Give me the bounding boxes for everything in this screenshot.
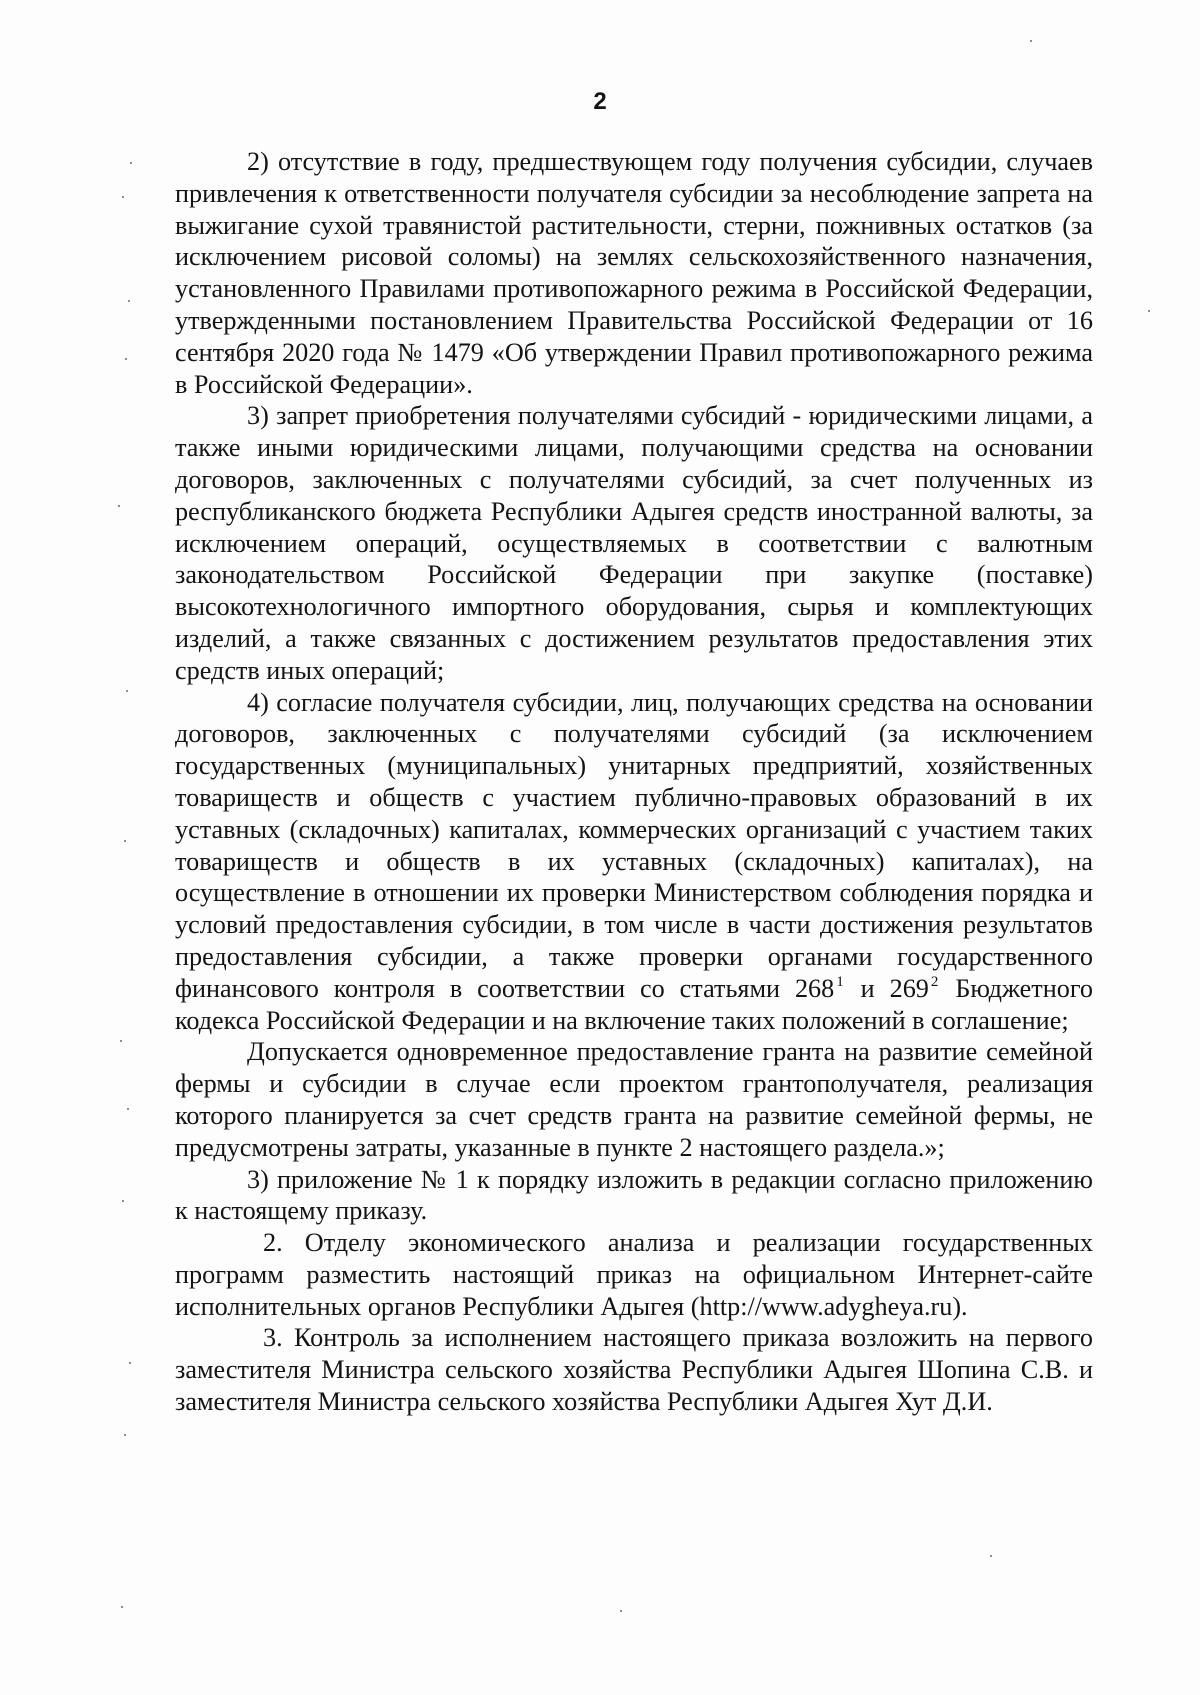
scan-speck (126, 690, 128, 692)
scan-speck (1148, 310, 1150, 312)
superscript: 1 (836, 973, 844, 990)
scan-speck (128, 300, 130, 302)
paragraph-text: 4) согласие получателя субсидии, лиц, получающих средства на основании договоров, заключенных с получателями субсидий (за исключением государственных (муниципальных) унитарных предприятий, хозяйственных товариществ и обществ с участием публично-правовых образований в их уставных (складочных) капиталах, коммерческих организаций с участием таких товариществ и обществ в их уставных (складочных) капиталах), на осуществление в отношении их проверки Министерством соблюдения порядка и условий предоставления субсидии, в том числе в части достижения результатов предоставления субсидии, а также проверки органами государственного финансового контроля в соответствии со статьями 268 (175, 687, 1093, 1003)
paragraph-item-4-consent-to-inspection (175, 687, 1093, 1037)
scan-speck (121, 1606, 123, 1608)
paragraph-clause-2-publication: 2. Отделу экономического анализа и реализации государственных программ разместить настоящий приказ на официальном Интернет-сайте исполнительных органов Республики Адыгея (http://www.adygheya.ru). (175, 1228, 1093, 1321)
paragraph-text: и 269 (860, 973, 929, 1003)
scan-speck (620, 1610, 622, 1612)
scan-speck (990, 1555, 992, 1557)
scan-speck (1030, 40, 1032, 42)
scan-speck (124, 1434, 126, 1436)
paragraph-clause-3-control: 3. Контроль за исполнением настоящего приказа возложить на первого заместителя Министра сельского хозяйства Республики Адыгея Шопина С.В. и заместителя Министра сельского хозяйства Республики Адыгея Хут Д.И. (175, 1323, 1093, 1417)
scan-speck (122, 1200, 124, 1202)
scan-speck (130, 162, 132, 164)
document-body (175, 146, 1093, 1418)
paragraph-item-3-currency-purchase-ban: 3) запрет приобретения получателями субсидий - юридическими лицами, а также иными юридическими лицами, получающими средства на основании договоров, заключенных с получателями субсидий, за счет полученных из республиканского бюджета Республики Адыгея средств иностранной валюты, за исключением операций, осуществляемых в соответствии с валютным законодательством Российской Федерации при закупке (поставке) высокотехнологичного импортного оборудования, сырья и комплектующих изделий, а также связанных с достижением результатов предоставления этих средств иных операций; (175, 401, 1093, 685)
page-number: 2 (593, 88, 607, 115)
paragraph-grant-and-subsidy: Допускается одновременное предоставление гранта на развитие семейной фермы и субсидии в случае если проектом грантополучателя, реализация которого планируется за счет средств гранта на развитие семейной фермы, не предусмотрены затраты, указанные в пункте 2 настоящего раздела.»; (175, 1037, 1093, 1162)
scan-speck (129, 1362, 131, 1364)
paragraph-item-2-no-fire-violations: 2) отсутствие в году, предшествующем году получения субсидии, случаев привлечения к ответственности получателя субсидии за несоблюдение запрета на выжигание сухой травянистой растительности, стерни, пожнивных остатков (за исключением рисовой соломы) на землях сельскохозяйственного назначения, установленного Правилами противопожарного режима в Российской Федерации, утвержденными постановлением Правительства Российской Федерации от 16 сентября 2020 года № 1479 «Об утверждении Правил противопожарного режима в Российской Федерации». (175, 147, 1093, 399)
scan-speck (124, 840, 126, 842)
paragraph-appendix-amendment: 3) приложение № 1 к порядку изложить в редакции согласно приложению к настоящему приказу. (175, 1164, 1093, 1226)
superscript: 2 (930, 973, 939, 990)
scan-speck (120, 1040, 122, 1042)
scan-speck (125, 358, 127, 360)
scan-speck (118, 505, 120, 507)
scan-speck (122, 196, 124, 198)
paragraph-text: Бюджетного кодекса Российской Федерации и на включение таких положений в соглашение; (175, 973, 1094, 1035)
scan-speck (127, 1108, 129, 1110)
